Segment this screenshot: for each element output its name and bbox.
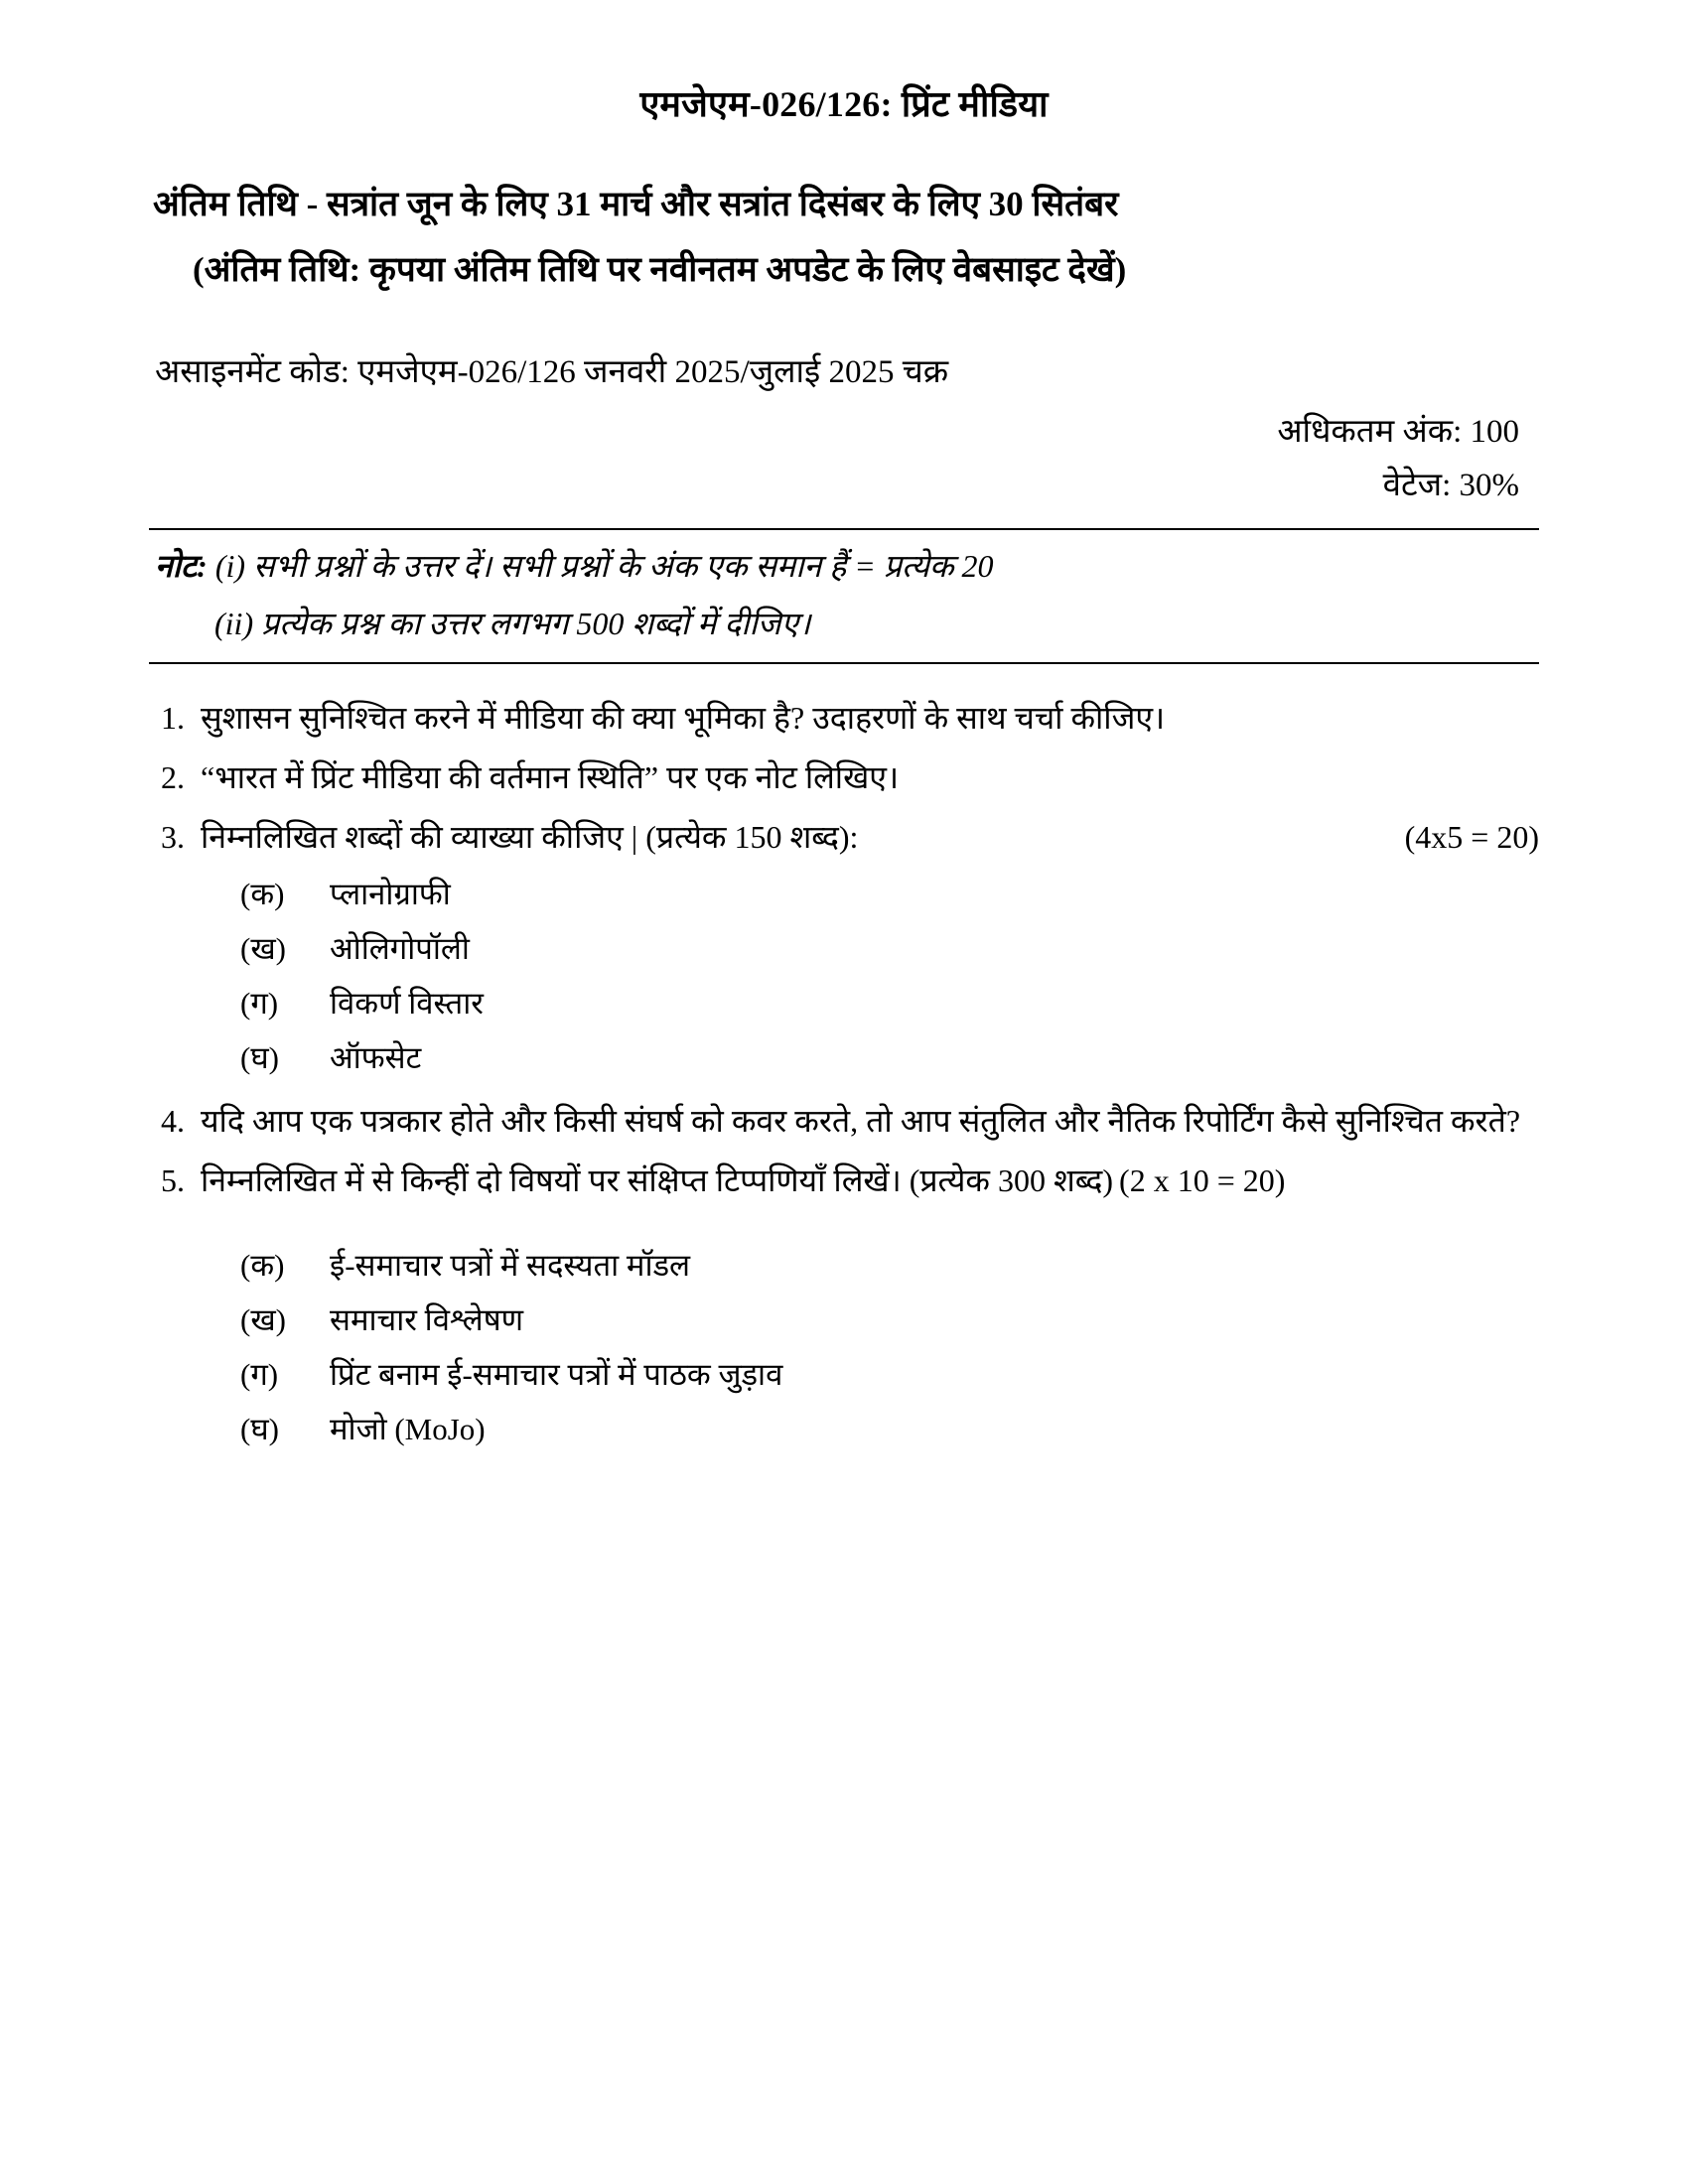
note-label: नोट: bbox=[155, 548, 208, 585]
sub-item-label: (ग) bbox=[240, 986, 279, 1022]
sub-item-text: ओलिगोपॉली bbox=[330, 931, 470, 967]
spacer bbox=[149, 1216, 1539, 1234]
deadline-line-primary: अंतिम तिथि - सत्रांत जून के लिए 31 मार्च और सत्रांत दिसंबर के लिए 30 सितंबर bbox=[153, 184, 1119, 223]
question-number: 4. bbox=[161, 1103, 185, 1140]
deadline-line-secondary: (अंतिम तिथि: कृपया अंतिम तिथि पर नवीनतम अपडेट के लिए वेबसाइट देखें) bbox=[193, 249, 1127, 289]
sub-item bbox=[149, 873, 1539, 917]
sub-item-text: विकर्ण विस्तार bbox=[330, 986, 484, 1022]
question-text: निम्नलिखित शब्दों की व्याख्या कीजिए | (प्रत्येक 150 शब्द): bbox=[201, 819, 859, 856]
question-row bbox=[149, 1157, 1539, 1204]
sub-item-list bbox=[149, 1244, 1539, 1452]
sub-item-label: (ख) bbox=[240, 931, 287, 967]
sub-item-text: प्रिंट बनाम ई-समाचार पत्रों में पाठक जुड़ाव bbox=[330, 1356, 783, 1392]
sub-item-label: (क) bbox=[240, 1248, 285, 1284]
question-block bbox=[149, 694, 1539, 742]
sub-item bbox=[149, 1244, 1539, 1289]
assignment-code-line: असाइनमेंट कोड: एमजेएम-026/126 जनवरी 2025/जुलाई 2025 चक्र bbox=[155, 354, 949, 391]
question-block bbox=[149, 813, 1539, 1081]
note-box bbox=[149, 528, 1539, 664]
sub-item-text: मोजो (MoJo) bbox=[330, 1411, 486, 1446]
note-text-one: (i) सभी प्रश्नों के उत्तर दें। सभी प्रश्नों के अंक एक समान हैं = प्रत्येक 20 bbox=[214, 548, 994, 585]
sub-item-label: (ग) bbox=[240, 1356, 279, 1392]
question-marks: (4x5 = 20) bbox=[1404, 819, 1539, 856]
question-row bbox=[149, 1097, 1539, 1145]
sub-item bbox=[149, 927, 1539, 972]
question-block bbox=[149, 753, 1539, 801]
sub-item-text: समाचार विश्लेषण bbox=[330, 1302, 524, 1338]
sub-item bbox=[149, 1298, 1539, 1343]
question-text bbox=[201, 1157, 1539, 1204]
question-text: सुशासन सुनिश्चित करने में मीडिया की क्या भूमिका है? उदाहरणों के साथ चर्चा कीजिए। bbox=[201, 700, 1166, 737]
question-block bbox=[149, 1097, 1539, 1145]
sub-item-label: (क) bbox=[240, 877, 285, 912]
question-text: यदि आप एक पत्रकार होते और किसी संघर्ष को कवर करते, तो आप संतुलित और नैतिक रिपोर्टिंग कैसे सुनिश्चित करते? bbox=[201, 1103, 1521, 1140]
max-marks-line: अधिकतम अंक: 100 bbox=[1277, 414, 1519, 451]
sub-item-label: (घ) bbox=[240, 1411, 279, 1446]
question-row bbox=[149, 694, 1539, 742]
question-list bbox=[149, 694, 1539, 1452]
question-row bbox=[149, 813, 1539, 861]
question-number: 3. bbox=[161, 819, 185, 856]
question-block bbox=[149, 1157, 1539, 1452]
deadline-block bbox=[149, 176, 1539, 299]
note-line-one bbox=[149, 542, 1539, 592]
question-number: 5. bbox=[161, 1162, 185, 1199]
sub-item-text: ई-समाचार पत्रों में सदस्यता मॉडल bbox=[330, 1248, 691, 1284]
note-line-two: (ii) प्रत्येक प्रश्न का उत्तर लगभग 500 शब्दों में दीजिए। bbox=[214, 605, 811, 641]
question-row bbox=[149, 753, 1539, 801]
sub-item bbox=[149, 1036, 1539, 1081]
sub-item bbox=[149, 982, 1539, 1026]
weightage-line: वेटेज: 30% bbox=[1382, 468, 1519, 504]
sub-item bbox=[149, 1353, 1539, 1398]
sub-item-list bbox=[149, 873, 1539, 1081]
sub-item-text: ऑफसेट bbox=[330, 1040, 422, 1076]
question-text-main: निम्नलिखित में से किन्हीं दो विषयों पर संक्षिप्त टिप्पणियाँ लिखें। (प्रत्येक 300 शब्द) bbox=[201, 1162, 1114, 1199]
question-marks: (2 x 10 = 20) bbox=[1119, 1162, 1286, 1199]
sub-item-label: (घ) bbox=[240, 1040, 279, 1076]
page-title: एमजेएम-026/126: प्रिंट मीडिया bbox=[639, 84, 1049, 124]
sub-item bbox=[149, 1408, 1539, 1452]
question-text: “भारत में प्रिंट मीडिया की वर्तमान स्थिति” पर एक नोट लिखिए। bbox=[201, 759, 900, 796]
question-number: 1. bbox=[161, 700, 185, 737]
question-number: 2. bbox=[161, 759, 185, 796]
sub-item-label: (ख) bbox=[240, 1302, 287, 1338]
sub-item-text: प्लानोग्राफी bbox=[330, 877, 451, 912]
